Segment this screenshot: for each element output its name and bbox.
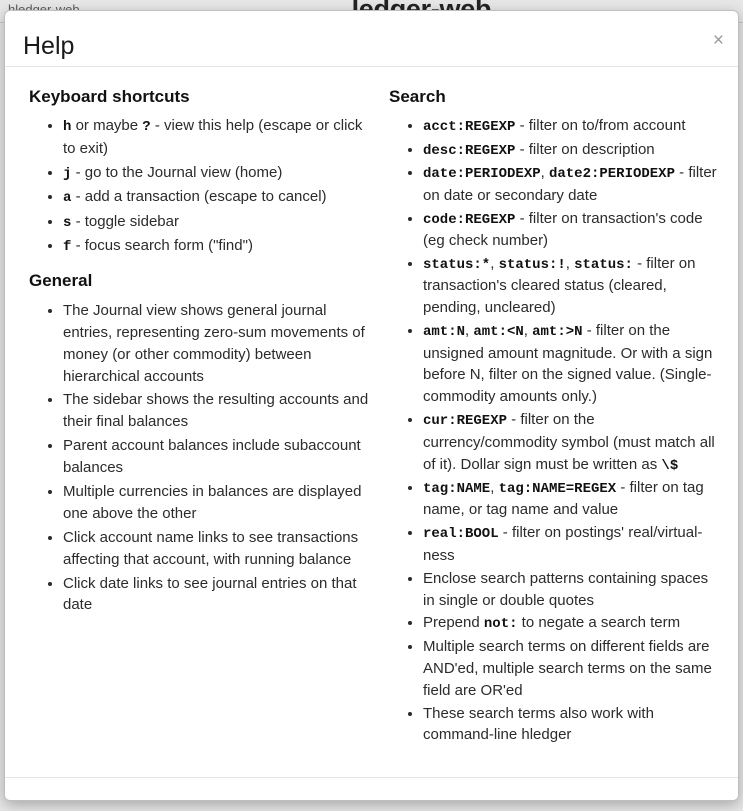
section-heading-general: General <box>29 271 93 291</box>
list-item: • f - focus search form ("find") <box>63 235 379 257</box>
modal-footer <box>5 777 738 800</box>
list-item: • The Journal view shows general journal entries, representing zero-sum movements of money (or other commodity) between hierarchical accounts <box>63 300 379 388</box>
list-item: • Enclose search patterns containing spaces in single or double quotes <box>423 568 722 612</box>
help-modal <box>4 10 739 801</box>
list-item: • j - go to the Journal view (home) <box>63 162 379 184</box>
list-item: • acct:REGEXP - filter on to/from account <box>423 115 722 137</box>
list-item: • tag:NAME, tag:NAME=REGEX - filter on tag name, or tag name and value <box>423 477 722 521</box>
list-item: • a - add a transaction (escape to cancel) <box>63 186 379 208</box>
list-item: • Prepend not: to negate a search term <box>423 612 722 634</box>
list-item: • cur:REGEXP - filter on the currency/commodity symbol (must match all of it). Dollar sign must be written as \$ <box>423 409 722 476</box>
list-item: • real:BOOL - filter on postings' real/virtual-ness <box>423 522 722 566</box>
list-item: • amt:N, amt:<N, amt:>N - filter on the unsigned amount magnitude. Or with a sign before N, filter on the signed value. (Single-commodity amounts only.) <box>423 320 722 408</box>
list-item: • s - toggle sidebar <box>63 211 379 233</box>
section-heading-keyboard-shortcuts: Keyboard shortcuts <box>29 87 190 106</box>
keyboard-shortcuts-list <box>19 115 379 257</box>
search-list <box>379 115 722 746</box>
list-item: • Click date links to see journal entries on that date <box>63 573 379 617</box>
general-list <box>19 300 379 616</box>
list-item: • Multiple search terms on different fields are AND'ed, multiple search terms on the same field are OR'ed <box>423 636 722 702</box>
list-item: • status:*, status:!, status: - filter on transaction's cleared status (cleared, pending, uncleared) <box>423 253 722 319</box>
help-column-left <box>19 83 379 747</box>
modal-header <box>5 11 738 67</box>
modal-body <box>5 67 738 800</box>
modal-title: Help <box>23 32 75 60</box>
close-icon[interactable]: × <box>712 30 724 51</box>
list-item: • Parent account balances include subaccount balances <box>63 435 379 479</box>
section-heading-search: Search <box>389 87 446 106</box>
list-item: • Multiple currencies in balances are displayed one above the other <box>63 481 379 525</box>
list-item: • Click account name links to see transactions affecting that account, with running balance <box>63 527 379 571</box>
list-item: • code:REGEXP - filter on transaction's code (eg check number) <box>423 208 722 252</box>
list-item: • date:PERIODEXP, date2:PERIODEXP - filter on date or secondary date <box>423 162 722 206</box>
list-item: • h or maybe ? - view this help (escape or click to exit) <box>63 115 379 159</box>
list-item: • The sidebar shows the resulting accounts and their final balances <box>63 389 379 433</box>
list-item: • These search terms also work with command-line hledger <box>423 703 722 747</box>
help-column-right <box>379 83 722 747</box>
list-item: • desc:REGEXP - filter on description <box>423 139 722 161</box>
